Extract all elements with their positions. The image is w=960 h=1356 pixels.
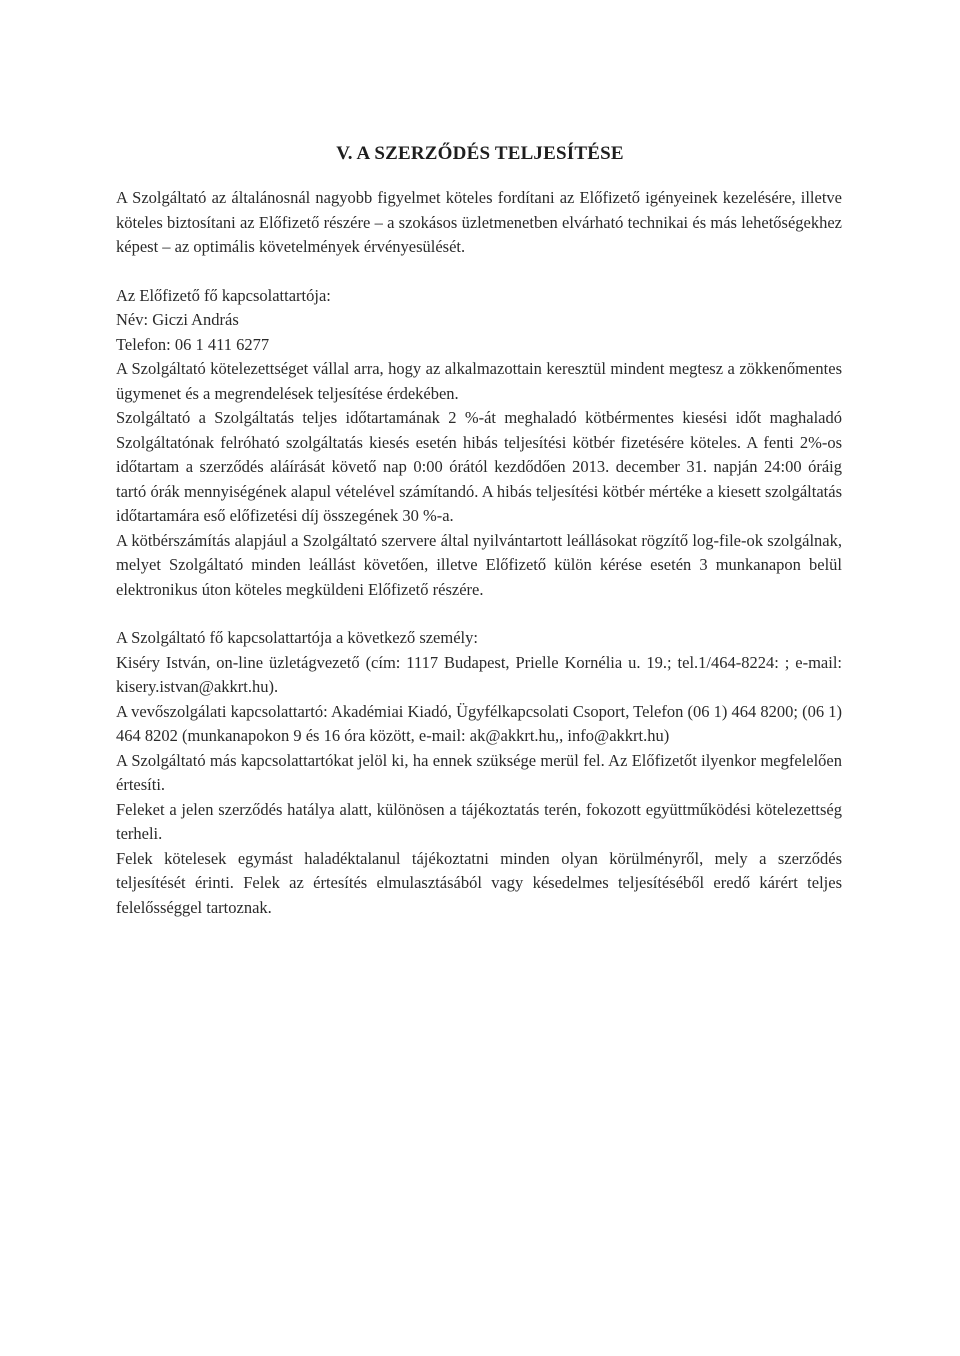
subscriber-contact-name: Név: Giczi András [116, 310, 239, 329]
cooperation-paragraph: Feleket a jelen szerződés hatálya alatt, különösen a tájékoztatás terén, fokozott együttműködési kötelezettség terheli. [116, 799, 842, 843]
obligation-paragraph: A Szolgáltató kötelezettséget vállal arra, hogy az alkalmazottain keresztül mindent megtesz a zökkenőmentes ügymenet és a megrendelések teljesítése érdekében. [116, 359, 842, 403]
subscriber-contact-block [116, 284, 842, 358]
logfile-paragraph: A kötbérszámítás alapjául a Szolgáltató szervere által nyilvántartott leállásokat rögzítő log-file-ok szolgálnak, melyet Szolgáltató minden leállást követően, illetve Előfizető külön kérése esetén 3 munkanapon belül elektronikus úton köteles megküldeni Előfizető részére. [116, 530, 842, 599]
provider-contact-heading: A Szolgáltató fő kapcsolattartója a következő személy: [116, 628, 478, 647]
other-contacts-paragraph: A Szolgáltató más kapcsolattartókat jelöl ki, ha ennek szüksége merül fel. Az Előfizetőt ilyenkor megfelelően értesíti. [116, 750, 842, 794]
notification-paragraph: Felek kötelesek egymást haladéktalanul tájékoztatni minden olyan körülményről, mely a szerződés teljesítését érinti. Felek az értesítés elmulasztásából vagy késedelmes teljesítéséből eredő kárért teljes felelősséggel tartoznak. [116, 848, 842, 917]
subscriber-contact-phone: Telefon: 06 1 411 6277 [116, 334, 270, 354]
penalty-paragraph: Szolgáltató a Szolgáltatás teljes időtartamának 2 %-át meghaladó kötbérmentes kiesési időt maghaladó Szolgáltatónak felróható szolgáltatás kiesés esetén hibás teljesítési kötbér fizetésére köteles. A fenti 2%-os időtartam a szerződés aláírását követő nap 0:00 órától kezdődően 2013. december 31. napján 24:00 óráig tartó órák mennyiségének alapul vételével számítandó. A hibás teljesítési kötbér mértéke a kiesett szolgáltatás időtartamára eső előfizetési díj összegének 30 %-a. [116, 408, 842, 525]
customer-service-paragraph: A vevőszolgálati kapcsolattartó: Akadémiai Kiadó, Ügyfélkapcsolati Csoport, Telefon (06 1) 464 8200; (06 1) 464 8202 (munkanapokon 9 és 16 óra között, e-mail: ak@akkrt.hu,, info@akkrt.hu) [116, 701, 842, 745]
intro-paragraph: A Szolgáltató az általánosnál nagyobb figyelmet köteles fordítani az Előfizető igényeinek kezelésére, illetve köteles biztosítani az Előfizető részére – a szokásos üzletmenetben elvárható technikai és más lehetőségekhez képest – az optimális követelmények érvényesülését. [116, 188, 842, 256]
document-body [116, 186, 842, 920]
provider-contact-block [116, 626, 842, 700]
subscriber-contact-heading: Az Előfizető fő kapcsolattartója: [116, 285, 331, 305]
section-title: V. A SZERZŐDÉS TELJESÍTÉSE [336, 143, 624, 164]
provider-contact-details: Kiséry István, on-line üzletágvezető (cím: 1117 Budapest, Prielle Kornélia u. 19.; tel.1/464-8224: ; e-mail: kisery.istvan@akkrt.hu). [116, 652, 842, 696]
